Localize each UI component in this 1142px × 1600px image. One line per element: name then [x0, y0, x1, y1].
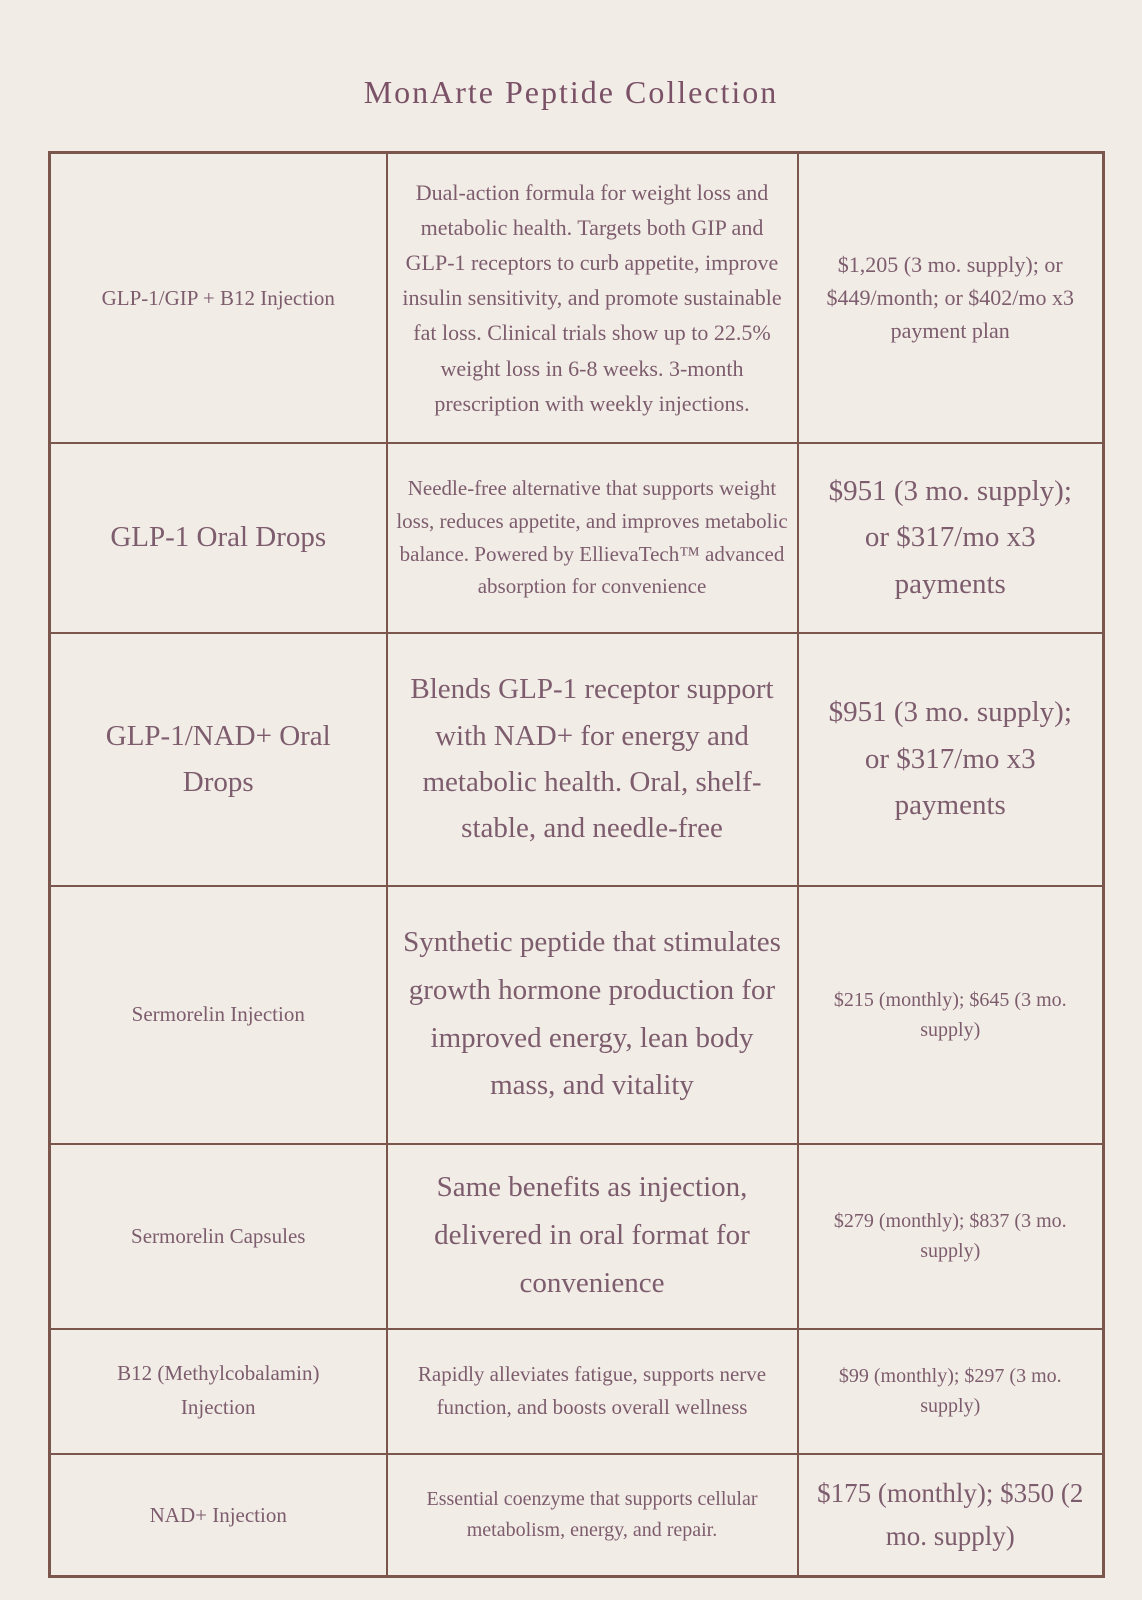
description-cell: Needle-free alternative that supports weight loss, reduces appetite, and improves metabolic balance. Powered by EllievaTech™ advanced absorption for convenience [387, 443, 798, 633]
table-row [50, 633, 1104, 886]
description-cell: Rapidly alleviates fatigue, supports nerve function, and boosts overall wellness [387, 1329, 798, 1454]
product-name-cell: GLP-1/NAD+ Oral Drops [50, 633, 387, 886]
price-cell: $175 (monthly); $350 (2 mo. supply) [798, 1454, 1104, 1577]
table-row [50, 1329, 1104, 1454]
peptide-price-table [48, 151, 1105, 1578]
table-row [50, 1454, 1104, 1577]
product-name-cell: Sermorelin Injection [50, 886, 387, 1144]
product-name-cell: GLP-1 Oral Drops [50, 443, 387, 633]
table-row [50, 153, 1104, 443]
price-cell: $1,205 (3 mo. supply); or $449/month; or $402/mo x3 payment plan [798, 153, 1104, 443]
description-cell: Dual-action formula for weight loss and metabolic health. Targets both GIP and GLP-1 receptors to curb appetite, improve insulin sensitivity, and promote sustainable fat loss. Clinical trials show up to 22.5% weight loss in 6-8 weeks. 3-month prescription with weekly injections. [387, 153, 798, 443]
price-cell: $279 (monthly); $837 (3 mo. supply) [798, 1144, 1104, 1329]
price-cell: $951 (3 mo. supply); or $317/mo x3 payments [798, 443, 1104, 633]
product-name-cell: GLP-1/GIP + B12 Injection [50, 153, 387, 443]
page-title: MonArte Peptide Collection [363, 74, 779, 110]
description-cell: Blends GLP-1 receptor support with NAD+ for energy and metabolic health. Oral, shelf-stable, and needle-free [387, 633, 798, 886]
table-row [50, 1144, 1104, 1329]
price-cell: $99 (monthly); $297 (3 mo. supply) [798, 1329, 1104, 1454]
product-name-cell: B12 (Methylcobalamin) Injection [50, 1329, 387, 1454]
description-cell: Same benefits as injection, delivered in oral format for convenience [387, 1144, 798, 1329]
table-row [50, 443, 1104, 633]
description-cell: Synthetic peptide that stimulates growth hormone production for improved energy, lean body mass, and vitality [387, 886, 798, 1144]
price-cell: $951 (3 mo. supply); or $317/mo x3 payments [798, 633, 1104, 886]
product-name-cell: NAD+ Injection [50, 1454, 387, 1577]
price-cell: $215 (monthly); $645 (3 mo. supply) [798, 886, 1104, 1144]
description-cell: Essential coenzyme that supports cellular metabolism, energy, and repair. [387, 1454, 798, 1577]
table-row [50, 886, 1104, 1144]
product-name-cell: Sermorelin Capsules [50, 1144, 387, 1329]
